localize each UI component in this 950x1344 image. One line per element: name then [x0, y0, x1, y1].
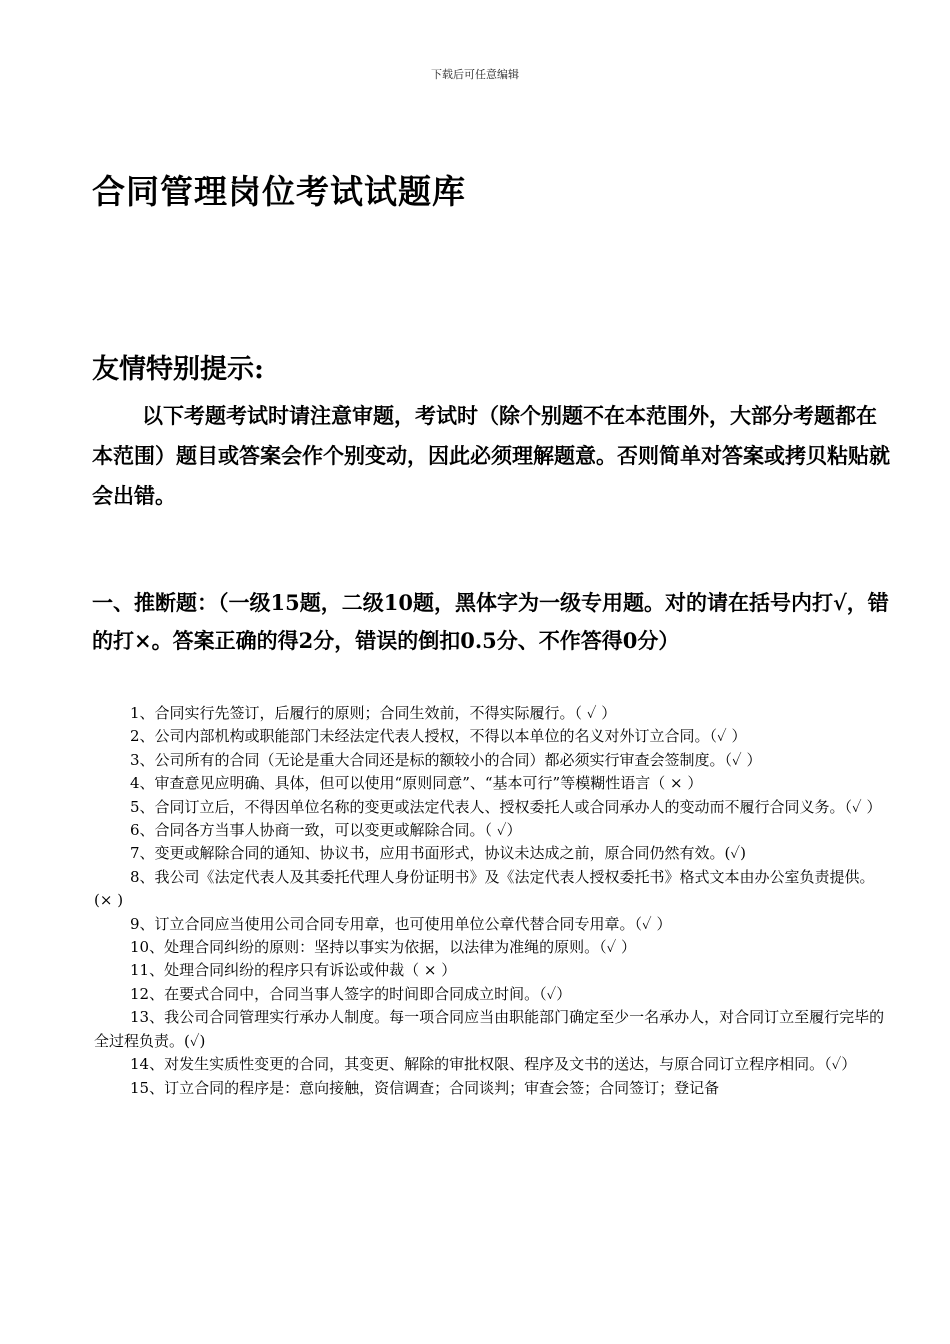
question-item: 9、订立合同应当使用公司合同专用章，也可使用单位公章代替合同专用章。（✓ ）: [130, 914, 672, 933]
question-item: 15、订立合同的程序是：意向接触，资信调查；合同谈判；审查会签；合同签订；登记备: [130, 1078, 720, 1097]
question-item: 12、在要式合同中，合同当事人签字的时间即合同成立时间。（✓）: [130, 984, 572, 1003]
question-item: 11、处理合同纠纷的程序只有诉讼或仲裁（ × ）: [130, 961, 457, 980]
question-item: 14、对发生实质性变更的合同，其变更、解除的审批权限、程序及文书的送达，与原合同订立程序相同。（✓）: [130, 1055, 857, 1074]
question-item: 13、我公司合同管理实行承办人制度。每一项合同应当由职能部门确定至少一名承办人，对合同订立至履行完毕的全过程负责。(✓): [94, 1008, 885, 1050]
document-title: 合同管理岗位考试试题库: [92, 172, 466, 211]
question-item: 10、处理合同纠纷的原则：坚持以事实为依据，以法律为准绳的原则。（✓ ）: [130, 938, 637, 957]
tip-heading: 友情特别提示:: [92, 354, 264, 385]
question-item: 8、我公司《法定代表人及其委托代理人身份证明书》及《法定代表人授权委托书》格式文本由办公室负责提供。(× ): [94, 867, 875, 910]
question-list: [94, 702, 890, 1100]
question-item: 7、变更或解除合同的通知、协议书，应用书面形式，协议未达成之前，原合同仍然有效。(✓): [130, 844, 746, 863]
header-note: 下载后可任意编辑: [431, 68, 519, 81]
section-heading: 一、推断题：（一级15题，二级10题，黑体字为一级专用题。对的请在括号内打√，错的打×。答案正确的得2分，错误的倒扣0.5分、不作答得0分）: [92, 590, 889, 653]
question-item: 3、公司所有的合同（无论是重大合同还是标的额较小的合同）都必须实行审查会签制度。（✓ ）: [130, 750, 762, 769]
question-item: 6、合同各方当事人协商一致，可以变更或解除合同。（ ✓）: [130, 821, 522, 840]
question-item: 4、审查意见应明确、具体，但可以使用“原则同意”、“基本可行”等模糊性语言（ × ）: [130, 774, 703, 793]
question-item: 5、合同订立后，不得因单位名称的变更或法定代表人、授权委托人或合同承办人的变动而不履行合同义务。（✓ ）: [130, 797, 882, 816]
tip-body: 以下考题考试时请注意审题，考试时（除个别题不在本范围外，大部分考题都在本范围）题目或答案会作个别变动，因此必须理解题意。否则简单对答案或拷贝粘贴就会出错。: [92, 403, 890, 508]
question-item: 2、公司内部机构或职能部门未经法定代表人授权，不得以本单位的名义对外订立合同。（✓ ）: [130, 727, 747, 746]
question-item: 1、合同实行先签订，后履行的原则；合同生效前，不得实际履行。（ ✓ ）: [130, 704, 617, 722]
